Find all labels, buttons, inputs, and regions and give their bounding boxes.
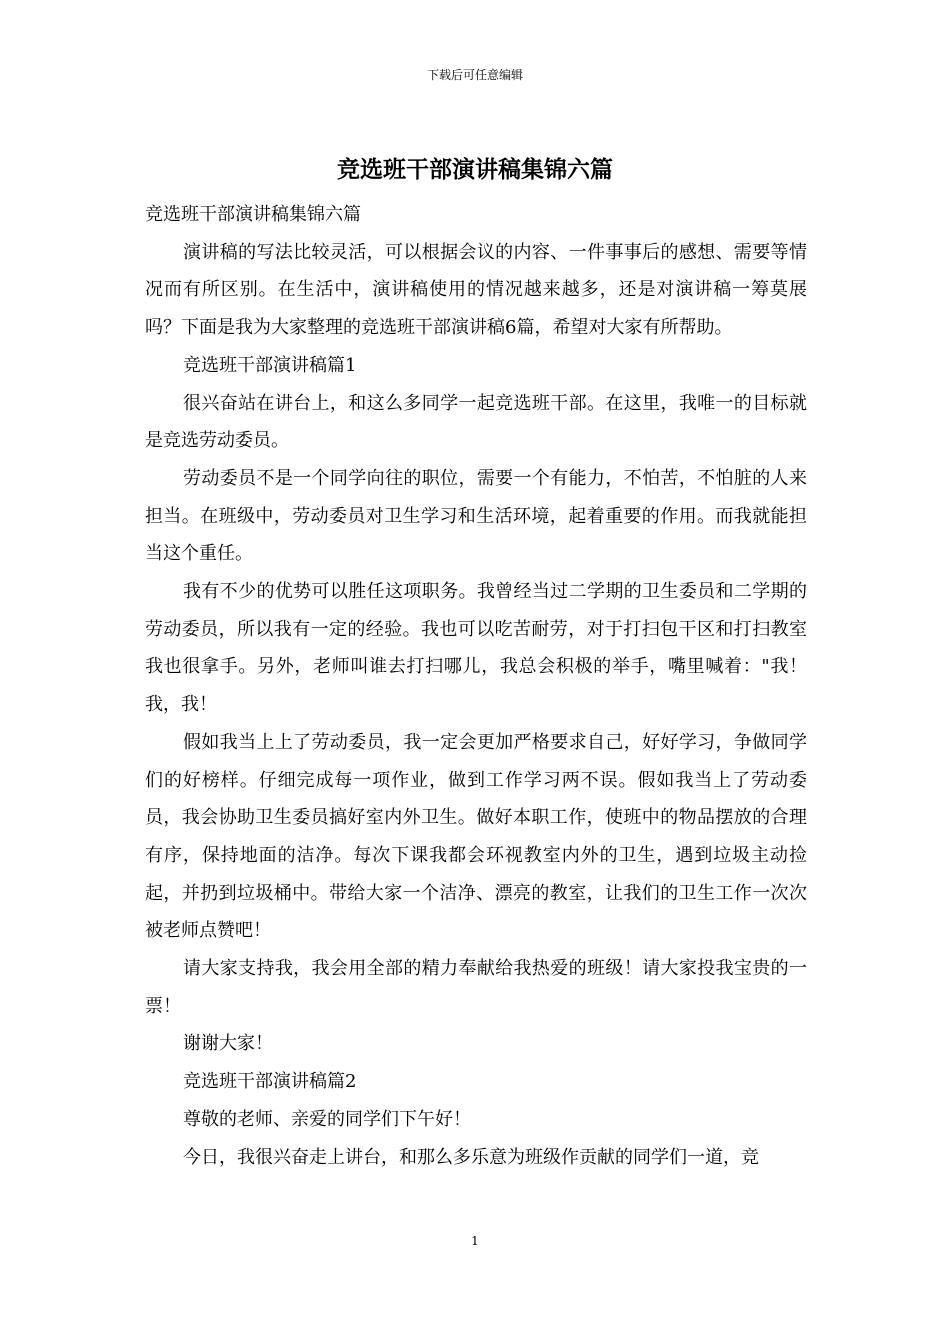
paragraph: 我有不少的优势可以胜任这项职务。我曾经当过二学期的卫生委员和二学期的劳动委员，所以我有一定的经验。我也可以吃苦耐劳，对于打扫包干区和打扫教室我也很拿手。另外，老师叫谁去打扫哪儿，我总会积极的举手，嘴里喊着："我！我，我！ bbox=[145, 581, 807, 716]
header-note: 下载后可任意编辑 bbox=[426, 68, 523, 82]
paragraph: 竞选班干部演讲稿集锦六篇 bbox=[145, 204, 361, 225]
paragraph: 谢谢大家！ bbox=[183, 1033, 273, 1055]
paragraph: 尊敬的老师、亲爱的同学们下午好！ bbox=[183, 1108, 471, 1130]
document-title: 竞选班干部演讲稿集锦六篇 bbox=[337, 156, 613, 183]
paragraph: 请大家支持我，我会用全部的精力奉献给我热爱的班级！请大家投我宝贵的一票！ bbox=[145, 958, 807, 1017]
paragraph: 很兴奋站在讲台上，和这么多同学一起竞选班干部。在这里，我唯一的目标就是竞选劳动委员。 bbox=[145, 392, 807, 452]
section-heading: 竞选班干部演讲稿篇2 bbox=[183, 1071, 357, 1093]
paragraph: 今日，我很兴奋走上讲台，和那么多乐意为班级作贡献的同学们一道，竞 bbox=[183, 1146, 759, 1168]
paragraph: 劳动委员不是一个同学向往的职位，需要一个有能力，不怕苦，不怕脏的人来担当。在班级中，劳动委员对卫生学习和生活环境，起着重要的作用。而我就能担当这个重任。 bbox=[145, 467, 807, 565]
page-number: 1 bbox=[471, 1234, 479, 1248]
paragraph: 演讲稿的写法比较灵活，可以根据会议的内容、一件事事后的感想、需要等情况而有所区别。在生活中，演讲稿使用的情况越来越多，还是对演讲稿一筹莫展吗？下面是我为大家整理的竞选班干部演讲稿6篇，希望对大家有所帮助。 bbox=[145, 241, 807, 339]
section-heading: 竞选班干部演讲稿篇1 bbox=[183, 354, 357, 376]
document-body bbox=[145, 196, 807, 1176]
paragraph: 假如我当上上了劳动委员，我一定会更加严格要求自己，好好学习，争做同学们的好榜样。仔细完成每一项作业，做到工作学习两不误。假如我当上了劳动委员，我会协助卫生委员搞好室内外卫生。做好本职工作，使班中的物品摆放的合理有序，保持地面的洁净。每次下课我都会环视教室内外的卫生，遇到垃圾主动捡起，并扔到垃圾桶中。带给大家一个洁净、漂亮的教室，让我们的卫生工作一次次被老师点赞吧！ bbox=[145, 731, 807, 942]
